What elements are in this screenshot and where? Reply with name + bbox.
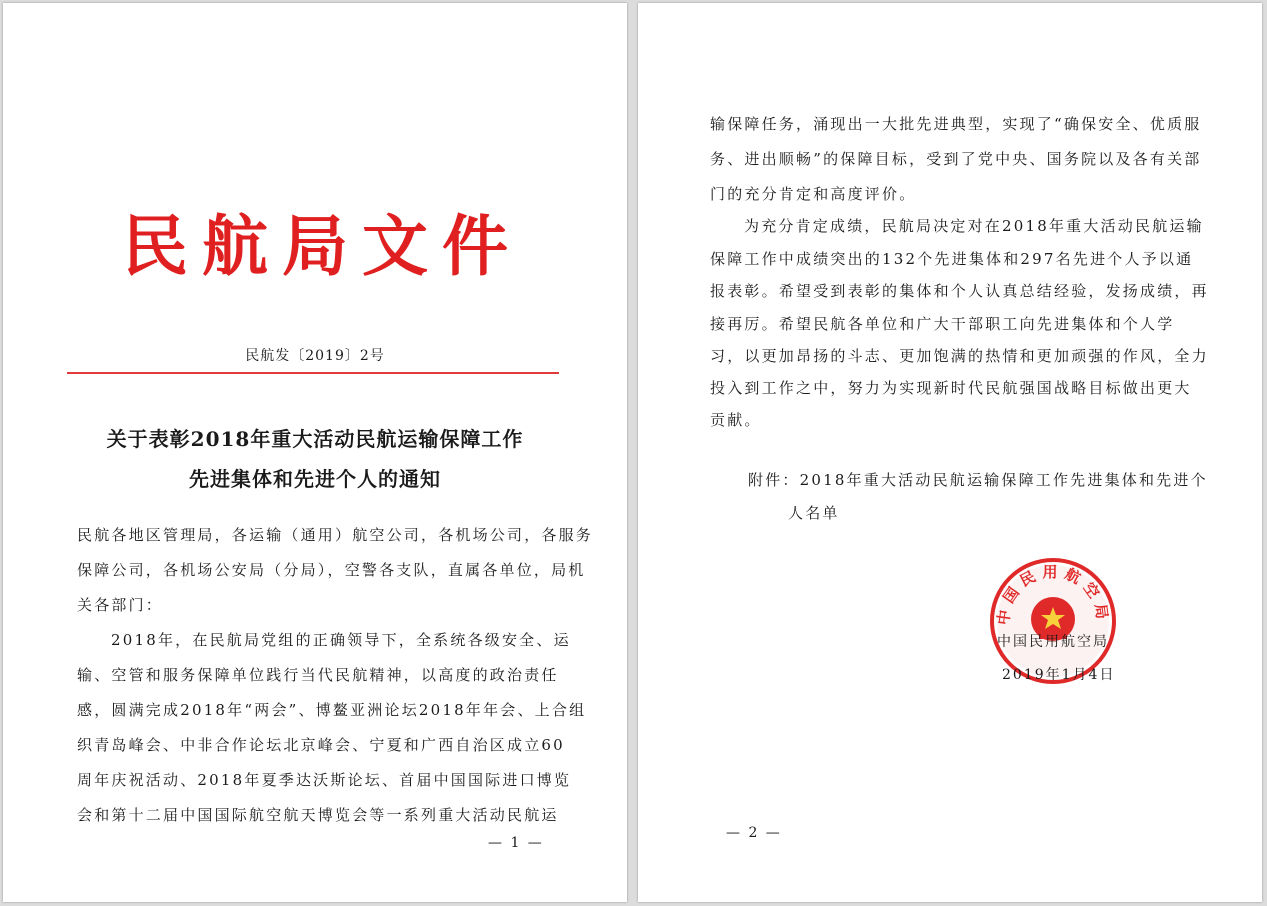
body-line-4: 织青岛峰会、中非合作论坛北京峰会、宁夏和广西自治区成立60: [77, 736, 565, 754]
body-line-1: 输保障任务，涌现出一大批先进典型，实现了“确保安全、优质服: [710, 115, 1202, 133]
body-line-6: 报表彰。希望受到表彰的集体和个人认真总结经验，发扬成绩，再: [710, 282, 1209, 300]
body-line-8: 习，以更加昂扬的斗志、更加饱满的热情和更加顽强的作风，全力: [710, 347, 1209, 365]
recipients-line-2: 保障公司，各机场公安局（分局），空警各支队，直属各单位，局机: [77, 561, 586, 579]
masthead: 民航局文件: [122, 208, 522, 285]
attachment-line-1: 附件：2018年重大活动民航运输保障工作先进集体和先进个: [748, 471, 1208, 489]
red-divider: [67, 372, 559, 374]
page-2: [638, 3, 1262, 902]
recipients-line-3: 关各部门：: [77, 596, 164, 614]
body-line-7: 接再厉。希望民航各单位和广大干部职工向先进集体和个人学: [710, 315, 1175, 333]
title-line-1: 关于表彰2018年重大活动民航运输保障工作: [106, 427, 524, 451]
body-line-2: 输、空管和服务保障单位践行当代民航精神，以高度的政治责任: [77, 666, 559, 684]
title-line-2: 先进集体和先进个人的通知: [189, 467, 441, 491]
issuer-name: 中国民用航空局: [997, 634, 1109, 650]
seal-ring-text: 中国民用航空局: [994, 563, 1112, 627]
page-number-1: — 1 —: [488, 835, 544, 851]
body-line-10: 贡献。: [710, 411, 762, 429]
body-line-3: 门的充分肯定和高度评价。: [710, 185, 917, 203]
body-line-5: 周年庆祝活动、2018年夏季达沃斯论坛、首届中国国际进口博览: [77, 771, 572, 789]
body-line-3: 感，圆满完成2018年“两会”、博鳌亚洲论坛2018年年会、上合组: [77, 701, 587, 719]
body-line-9: 投入到工作之中，努力为实现新时代民航强国战略目标做出更大: [710, 379, 1192, 397]
body-line-1: 2018年，在民航局党组的正确领导下，全系统各级安全、运: [111, 631, 571, 649]
issue-date: 2019年1月4日: [1002, 667, 1116, 683]
body-line-4: 为充分肯定成绩，民航局决定对在2018年重大活动民航运输: [744, 217, 1204, 235]
recipients-line-1: 民航各地区管理局，各运输（通用）航空公司，各机场公司，各服务: [77, 526, 594, 544]
page-number-2: — 2 —: [726, 825, 782, 841]
attachment-line-2: 人名单: [788, 504, 840, 522]
body-line-6: 会和第十二届中国国际航空航天博览会等一系列重大活动民航运: [77, 806, 559, 824]
body-line-5: 保障工作中成绩突出的132个先进集体和297名先进个人予以通: [710, 250, 1194, 268]
document-number: 民航发〔2019〕2号: [245, 348, 385, 364]
page-1: [3, 3, 627, 902]
body-line-2: 务、进出顺畅”的保障目标，受到了党中央、国务院以及各有关部: [710, 150, 1202, 168]
